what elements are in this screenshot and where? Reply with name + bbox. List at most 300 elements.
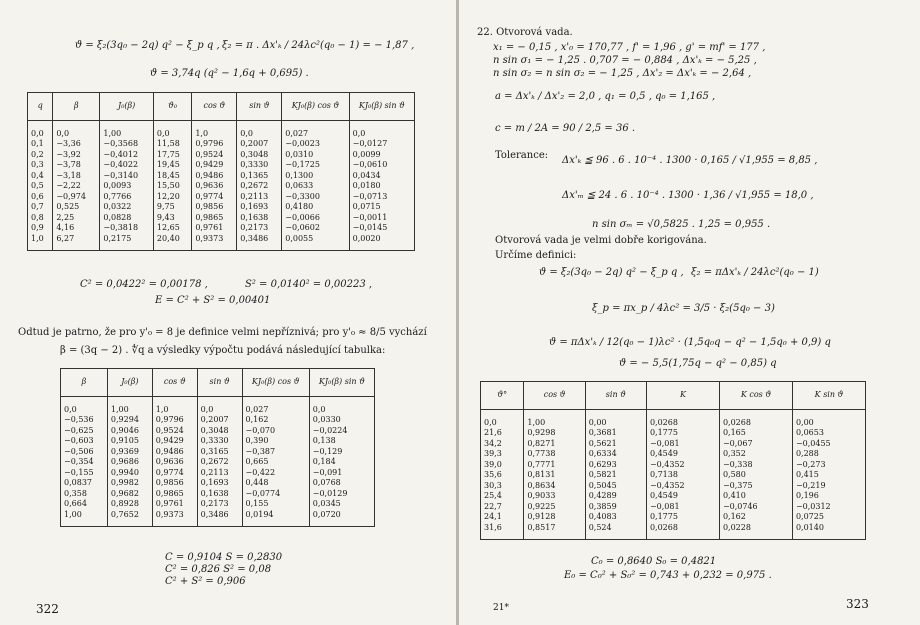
table-cell: 0,9486: [192, 171, 237, 182]
table-row: [61, 489, 375, 500]
table-cell: −0,625: [61, 426, 108, 437]
table-cell: 0,9774: [192, 192, 237, 203]
result-e: E = C² + S² = 0,00401: [155, 295, 271, 306]
table-cell: 0,390: [242, 436, 309, 447]
table-cell: 0,0: [153, 120, 191, 139]
table-cell: 0,0837: [61, 478, 108, 489]
table-cell: 0,9046: [107, 426, 152, 437]
table-row: [61, 436, 375, 447]
table-cell: −0,375: [719, 481, 792, 492]
table-cell: −0,0746: [719, 502, 792, 513]
table-cell: 0,0: [28, 120, 53, 139]
table-cell: 30,3: [481, 481, 524, 492]
table-cell: −0,0011: [349, 213, 414, 224]
table-cell: 0,9294: [107, 415, 152, 426]
table-cell: 0,2672: [197, 457, 242, 468]
table-cell: 0,138: [309, 436, 374, 447]
left-page: [0, 0, 456, 625]
column-header: cos ϑ: [192, 93, 237, 121]
text-define: Určíme definici:: [495, 250, 577, 261]
table-cell: 0,5045: [585, 481, 646, 492]
table-row: [481, 491, 866, 502]
paragraph-line-2: β = (3q − 2) . ∜q a výsledky výpočtu podává následující tabulka:: [60, 345, 386, 356]
table-cell: −0,3140: [100, 171, 154, 182]
table-cell: 0,0768: [309, 478, 374, 489]
given-line-4: a = Δx'ₖ / Δx'₂ = 2,0 , q₁ = 0,5 , q₀ = 1,165 ,: [495, 91, 716, 102]
column-header: KJ₀(β) cos ϑ: [242, 369, 309, 397]
table-cell: 0,358: [61, 489, 108, 500]
table-cell: 0,0268: [719, 409, 792, 428]
table-cell: 0,9: [28, 223, 53, 234]
table-cell: −0,081: [646, 439, 719, 450]
equation-xi2: ξ₂ = πΔx'ₖ / 24λc²(q₀ − 1): [691, 267, 819, 278]
column-header: J₀(β): [107, 369, 152, 397]
table-row: [481, 470, 866, 481]
table-cell: 0,4549: [646, 491, 719, 502]
table-row: [481, 460, 866, 471]
table-cell: 0,9865: [192, 213, 237, 224]
table-cell: 0,2173: [237, 223, 282, 234]
result-e0: E₀ = C₀² + S₀² = 0,743 + 0,232 = 0,975 .: [564, 570, 772, 581]
table-row: [481, 449, 866, 460]
table-cell: −0,4012: [100, 150, 154, 161]
table-cell: −0,0023: [282, 139, 349, 150]
table-cell: 0,2672: [237, 181, 282, 192]
table-cell: −0,0127: [349, 139, 414, 150]
table-cell: −0,0224: [309, 426, 374, 437]
table-cell: 0,9761: [152, 499, 197, 510]
table-cell: −0,338: [719, 460, 792, 471]
table-cell: −0,067: [719, 439, 792, 450]
table-cell: 0,9486: [152, 447, 197, 458]
table-row: [28, 213, 415, 224]
table-row: [28, 223, 415, 234]
result-s-squared: S² = 0,0140² = 0,00223 ,: [245, 279, 373, 290]
column-header: K sin ϑ: [792, 382, 865, 410]
table-cell: 0,410: [719, 491, 792, 502]
table-row: [481, 481, 866, 492]
table-cell: 1,00: [107, 396, 152, 415]
table-cell: −3,36: [53, 139, 100, 150]
table-cell: −2,22: [53, 181, 100, 192]
column-header: sin ϑ: [197, 369, 242, 397]
table-cell: −0,219: [792, 481, 865, 492]
table-cell: 0,5821: [585, 470, 646, 481]
table-cell: 0,3048: [197, 426, 242, 437]
table-cell: 0,184: [309, 457, 374, 468]
table-cell: 0,1: [28, 139, 53, 150]
table-cell: 0,2113: [197, 468, 242, 479]
table-cell: 0,6: [28, 192, 53, 203]
table-cell: 4,16: [53, 223, 100, 234]
table-cell: 0,9636: [192, 181, 237, 192]
table-cell: 0,9373: [152, 510, 197, 527]
table-row: [28, 139, 415, 150]
table-cell: 18,45: [153, 171, 191, 182]
table-cell: 0,0720: [309, 510, 374, 527]
table-cell: 0,00: [792, 409, 865, 428]
table-cell: 0,8634: [524, 481, 585, 492]
column-header: K: [646, 382, 719, 410]
table-cell: −0,0774: [242, 489, 309, 500]
equation-xip: ξ_p = πx_p / 4λc² = 3/5 · ξ₂(5q₀ − 3): [592, 303, 775, 314]
table-cell: 0,9774: [152, 468, 197, 479]
table-cell: 0,7138: [646, 470, 719, 481]
text-corrected: Otvorová vada je velmi dobře korigována.: [495, 235, 707, 246]
table-cell: −0,4352: [646, 481, 719, 492]
equation-theta-full: ϑ = πΔx'ₖ / 12(q₀ − 1)λc² · (1,5q₀q − q² − 1,5q₀ + 0,9) q: [549, 337, 831, 348]
table-cell: 0,0322: [100, 202, 154, 213]
table-row: [28, 202, 415, 213]
tolerance-label: Tolerance:: [495, 150, 549, 161]
given-line-5: c = m / 2A = 90 / 2,5 = 36 .: [495, 123, 636, 134]
table-row: [481, 428, 866, 439]
table-cell: 0,0194: [242, 510, 309, 527]
table-cell: −0,0610: [349, 160, 414, 171]
table-cell: 1,0: [192, 120, 237, 139]
table-cell: 0,2113: [237, 192, 282, 203]
table-cell: −0,155: [61, 468, 108, 479]
table-cell: 0,9298: [524, 428, 585, 439]
table-cell: 0,027: [282, 120, 349, 139]
table-cell: 0,8928: [107, 499, 152, 510]
table-cell: 0,155: [242, 499, 309, 510]
column-header: sin ϑ: [585, 382, 646, 410]
given-line-1: x₁ = − 0,15 , x'₀ = 170,77 , f' = 1,96 , g' = mf' = 177 ,: [493, 42, 766, 53]
table-cell: 0,3: [28, 160, 53, 171]
table-beta-values: [60, 368, 375, 527]
column-header: K cos ϑ: [719, 382, 792, 410]
table-cell: −0,273: [792, 460, 865, 471]
table-cell: 2,25: [53, 213, 100, 224]
table-row: [28, 192, 415, 203]
tolerance-1: Δx'ₖ ≦ 96 . 6 . 10⁻⁴ . 1300 · 0,165 / √1,955 = 8,85 ,: [562, 155, 818, 166]
table-cell: 0,7: [28, 202, 53, 213]
table-cell: −0,0129: [309, 489, 374, 500]
table-cell: −0,603: [61, 436, 108, 447]
table-cell: 0,524: [585, 523, 646, 540]
table-cell: 0,9033: [524, 491, 585, 502]
page-number-left: 322: [36, 602, 59, 616]
table-cell: 0,027: [242, 396, 309, 415]
given-line-2: n sin σ₁ = − 1,25 . 0,707 = − 0,884 , Δx'ₖ = − 5,25 ,: [493, 55, 757, 66]
table-cell: 39,0: [481, 460, 524, 471]
table-cell: −0,091: [309, 468, 374, 479]
table-row: [481, 523, 866, 540]
table-cell: 0,3330: [237, 160, 282, 171]
table-cell: 1,0: [28, 234, 53, 251]
table-cell: 0,1693: [237, 202, 282, 213]
table-cell: 12,65: [153, 223, 191, 234]
column-header: KJ₀(β) sin ϑ: [349, 93, 414, 121]
table-cell: 0,3486: [237, 234, 282, 251]
table-row: [61, 426, 375, 437]
table-cell: 0,3486: [197, 510, 242, 527]
table-cell: 0,288: [792, 449, 865, 460]
result-c2-s2: C² = 0,826 S² = 0,08: [165, 564, 272, 575]
table-cell: 0,8271: [524, 439, 585, 450]
table-row: [28, 160, 415, 171]
table-cell: 0,352: [719, 449, 792, 460]
table-cell: 6,27: [53, 234, 100, 251]
table-cell: 0,0633: [282, 181, 349, 192]
result-c-squared: C² = 0,0422² = 0,00178 ,: [80, 279, 208, 290]
table-cell: 0,4: [28, 171, 53, 182]
table-cell: 0,5621: [585, 439, 646, 450]
table-cell: −0,3300: [282, 192, 349, 203]
table-cell: 0,0: [349, 120, 414, 139]
table-cell: 0,415: [792, 470, 865, 481]
table-cell: 0,4180: [282, 202, 349, 213]
table-cell: −0,506: [61, 447, 108, 458]
table-cell: 0,1365: [237, 171, 282, 182]
table-cell: 0,9856: [152, 478, 197, 489]
table-cell: 0,4549: [646, 449, 719, 460]
table-cell: −0,1725: [282, 160, 349, 171]
table-cell: 0,9796: [152, 415, 197, 426]
column-header: q: [28, 93, 53, 121]
equation-theta-numeric: ϑ = − 5,5(1,75q − q² − 0,85) q: [619, 358, 777, 369]
table-cell: 0,2007: [237, 139, 282, 150]
column-header: sin ϑ: [237, 93, 282, 121]
table-cell: −0,070: [242, 426, 309, 437]
table-cell: 0,7766: [100, 192, 154, 203]
table-cell: 0,665: [242, 457, 309, 468]
column-header: cos ϑ: [152, 369, 197, 397]
table-cell: 0,0140: [792, 523, 865, 540]
table-cell: 35,6: [481, 470, 524, 481]
table-cell: −0,354: [61, 457, 108, 468]
table-cell: 0,9373: [192, 234, 237, 251]
table-cell: 0,0: [309, 396, 374, 415]
table-cell: 9,43: [153, 213, 191, 224]
table-cell: 0,00: [585, 409, 646, 428]
table-cell: 0,196: [792, 491, 865, 502]
table-row: [61, 396, 375, 415]
table-cell: 0,580: [719, 470, 792, 481]
table-cell: 0,9940: [107, 468, 152, 479]
table-cell: 0,9761: [192, 223, 237, 234]
table-cell: 21,6: [481, 428, 524, 439]
table-cell: −0,974: [53, 192, 100, 203]
table-cell: 0,664: [61, 499, 108, 510]
table-cell: 12,20: [153, 192, 191, 203]
table-cell: 0,162: [242, 415, 309, 426]
table-cell: 0,0310: [282, 150, 349, 161]
table-row: [28, 150, 415, 161]
table-cell: 0,3330: [197, 436, 242, 447]
table-cell: 0,3681: [585, 428, 646, 439]
table-cell: 0,5: [28, 181, 53, 192]
column-header: KJ₀(β) sin ϑ: [309, 369, 374, 397]
section-heading: 22. Otvorová vada.: [477, 27, 573, 38]
equation-theta: ϑ = ξ₂(3q₀ − 2q) q² − ξ_p q ,: [539, 267, 684, 278]
table-cell: 0,7738: [524, 449, 585, 460]
table-cell: −0,4352: [646, 460, 719, 471]
table-cell: 0,8517: [524, 523, 585, 540]
table-cell: −0,0455: [792, 439, 865, 450]
table-cell: 0,9429: [152, 436, 197, 447]
tolerance-3: n sin σₘ = √0,5825 . 1,25 = 0,955 .: [592, 219, 771, 230]
table-cell: −0,387: [242, 447, 309, 458]
column-header: β: [53, 93, 100, 121]
column-header: J₀(β): [100, 93, 154, 121]
table-cell: 0,0268: [646, 523, 719, 540]
table-row: [28, 234, 415, 251]
table-cell: −3,92: [53, 150, 100, 161]
table-cell: 0,9686: [107, 457, 152, 468]
table-cell: 0,0228: [719, 523, 792, 540]
column-header: cos ϑ: [524, 382, 585, 410]
table-cell: 1,00: [100, 120, 154, 139]
table-cell: 0,0653: [792, 428, 865, 439]
table-cell: 0,165: [719, 428, 792, 439]
table-cell: 0,9369: [107, 447, 152, 458]
table-cell: 0,1775: [646, 428, 719, 439]
table-cell: 0,0: [53, 120, 100, 139]
table-row: [61, 478, 375, 489]
table-cell: 9,75: [153, 202, 191, 213]
table-cell: −0,3568: [100, 139, 154, 150]
table-cell: 0,4083: [585, 512, 646, 523]
table-cell: −0,4022: [100, 160, 154, 171]
table-cell: 11,58: [153, 139, 191, 150]
table-cell: 0,0: [197, 396, 242, 415]
table-row: [61, 457, 375, 468]
tolerance-2: Δx'ₘ ≦ 24 . 6 . 10⁻⁴ . 1300 · 1,36 / √1,955 = 18,0 ,: [562, 190, 814, 201]
table-row: [481, 439, 866, 450]
formula-theta: ϑ = ξ₂(3q₀ − 2q) q² − ξ_p q ,: [75, 40, 220, 51]
table-cell: −0,422: [242, 468, 309, 479]
table-cell: −0,536: [61, 415, 108, 426]
table-cell: 0,1775: [646, 512, 719, 523]
table-cell: 24,1: [481, 512, 524, 523]
table-cell: 0,7771: [524, 460, 585, 471]
table-cell: 0,0715: [349, 202, 414, 213]
table-row: [61, 499, 375, 510]
table-cell: 0,0: [61, 396, 108, 415]
table-cell: 0,3048: [237, 150, 282, 161]
table-cell: 0,9128: [524, 512, 585, 523]
table-cell: 0,1300: [282, 171, 349, 182]
page-number-right: 323: [846, 597, 869, 611]
table-cell: −0,129: [309, 447, 374, 458]
table-cell: 0,3165: [197, 447, 242, 458]
table-cell: −0,081: [646, 502, 719, 513]
column-header: KJ₀(β) cos ϑ: [282, 93, 349, 121]
table-cell: 0,4289: [585, 491, 646, 502]
table-cell: −0,0312: [792, 502, 865, 513]
table-cell: 0,9524: [152, 426, 197, 437]
column-header: β: [61, 369, 108, 397]
table-cell: 1,00: [61, 510, 108, 527]
table-cell: 34,2: [481, 439, 524, 450]
table-cell: 20,40: [153, 234, 191, 251]
table-cell: 0,0099: [349, 150, 414, 161]
table-cell: 0,9682: [107, 489, 152, 500]
table-cell: 0,9636: [152, 457, 197, 468]
table-cell: −0,0145: [349, 223, 414, 234]
table-cell: 0,0828: [100, 213, 154, 224]
table-cell: 0,2007: [197, 415, 242, 426]
table-cell: 0,7652: [107, 510, 152, 527]
table-cell: 0,162: [719, 512, 792, 523]
table-cell: 0,9982: [107, 478, 152, 489]
table-row: [61, 468, 375, 479]
table-cell: 0,0055: [282, 234, 349, 251]
table-row: [61, 447, 375, 458]
table-cell: 0,9524: [192, 150, 237, 161]
given-line-3: n sin σ₂ = n sin σ₂ = − 1,25 , Δx'₂ = Δx'ₖ = − 2,64 ,: [493, 68, 752, 79]
table-cell: 0,2: [28, 150, 53, 161]
table-q-values: [27, 92, 415, 251]
table-cell: 39,3: [481, 449, 524, 460]
table-cell: 0,0093: [100, 181, 154, 192]
table-cell: 22,7: [481, 502, 524, 513]
result-c-s: C = 0,9104 S = 0,2830: [165, 552, 283, 563]
table-row: [61, 510, 375, 527]
table-cell: 1,00: [524, 409, 585, 428]
table-cell: −0,0713: [349, 192, 414, 203]
table-cell: 0,0: [237, 120, 282, 139]
table-cell: 0,2173: [197, 499, 242, 510]
table-cell: 1,0: [152, 396, 197, 415]
paragraph-line-1: Odtud je patrno, že pro y'₀ = 8 je definice velmi nepříznivá; pro y'₀ ≈ 8/5 vychází: [18, 327, 427, 338]
table-row: [481, 502, 866, 513]
right-page: [459, 0, 920, 625]
table-cell: 0,9865: [152, 489, 197, 500]
table-cell: 0,8131: [524, 470, 585, 481]
table-cell: 0,3859: [585, 502, 646, 513]
table-cell: 0,525: [53, 202, 100, 213]
table-cell: 0,0330: [309, 415, 374, 426]
table-cell: 0,0180: [349, 181, 414, 192]
result-sum: C² + S² = 0,906: [165, 576, 246, 587]
table-cell: −0,0602: [282, 223, 349, 234]
table-cell: 25,4: [481, 491, 524, 502]
column-header: ϑ°: [481, 382, 524, 410]
table-cell: 0,6293: [585, 460, 646, 471]
table-cell: 0,6334: [585, 449, 646, 460]
table-cell: 19,45: [153, 160, 191, 171]
table-cell: −0,3818: [100, 223, 154, 234]
table-cell: 0,9429: [192, 160, 237, 171]
table-cell: 0,448: [242, 478, 309, 489]
table-theta-values: [480, 381, 866, 540]
formula-theta-numeric: ϑ = 3,74q (q² − 1,6q + 0,695) .: [150, 68, 309, 79]
table-cell: 0,9225: [524, 502, 585, 513]
signature-mark: 21*: [493, 603, 509, 613]
table-row: [61, 415, 375, 426]
table-cell: 0,0020: [349, 234, 414, 251]
table-cell: 0,0: [481, 409, 524, 428]
table-cell: 0,9856: [192, 202, 237, 213]
table-row: [28, 120, 415, 139]
table-cell: 0,1693: [197, 478, 242, 489]
table-cell: 0,0434: [349, 171, 414, 182]
column-header: ϑ₀: [153, 93, 191, 121]
table-cell: 0,0345: [309, 499, 374, 510]
formula-xi2: ξ₂ = π . Δx'ₖ / 24λc²(q₀ − 1) = − 1,87 ,: [222, 40, 415, 51]
table-row: [28, 171, 415, 182]
table-cell: −3,18: [53, 171, 100, 182]
table-cell: 0,1638: [237, 213, 282, 224]
table-cell: 17,75: [153, 150, 191, 161]
table-cell: −0,0066: [282, 213, 349, 224]
table-cell: 0,9796: [192, 139, 237, 150]
table-cell: 0,1638: [197, 489, 242, 500]
table-cell: 15,50: [153, 181, 191, 192]
